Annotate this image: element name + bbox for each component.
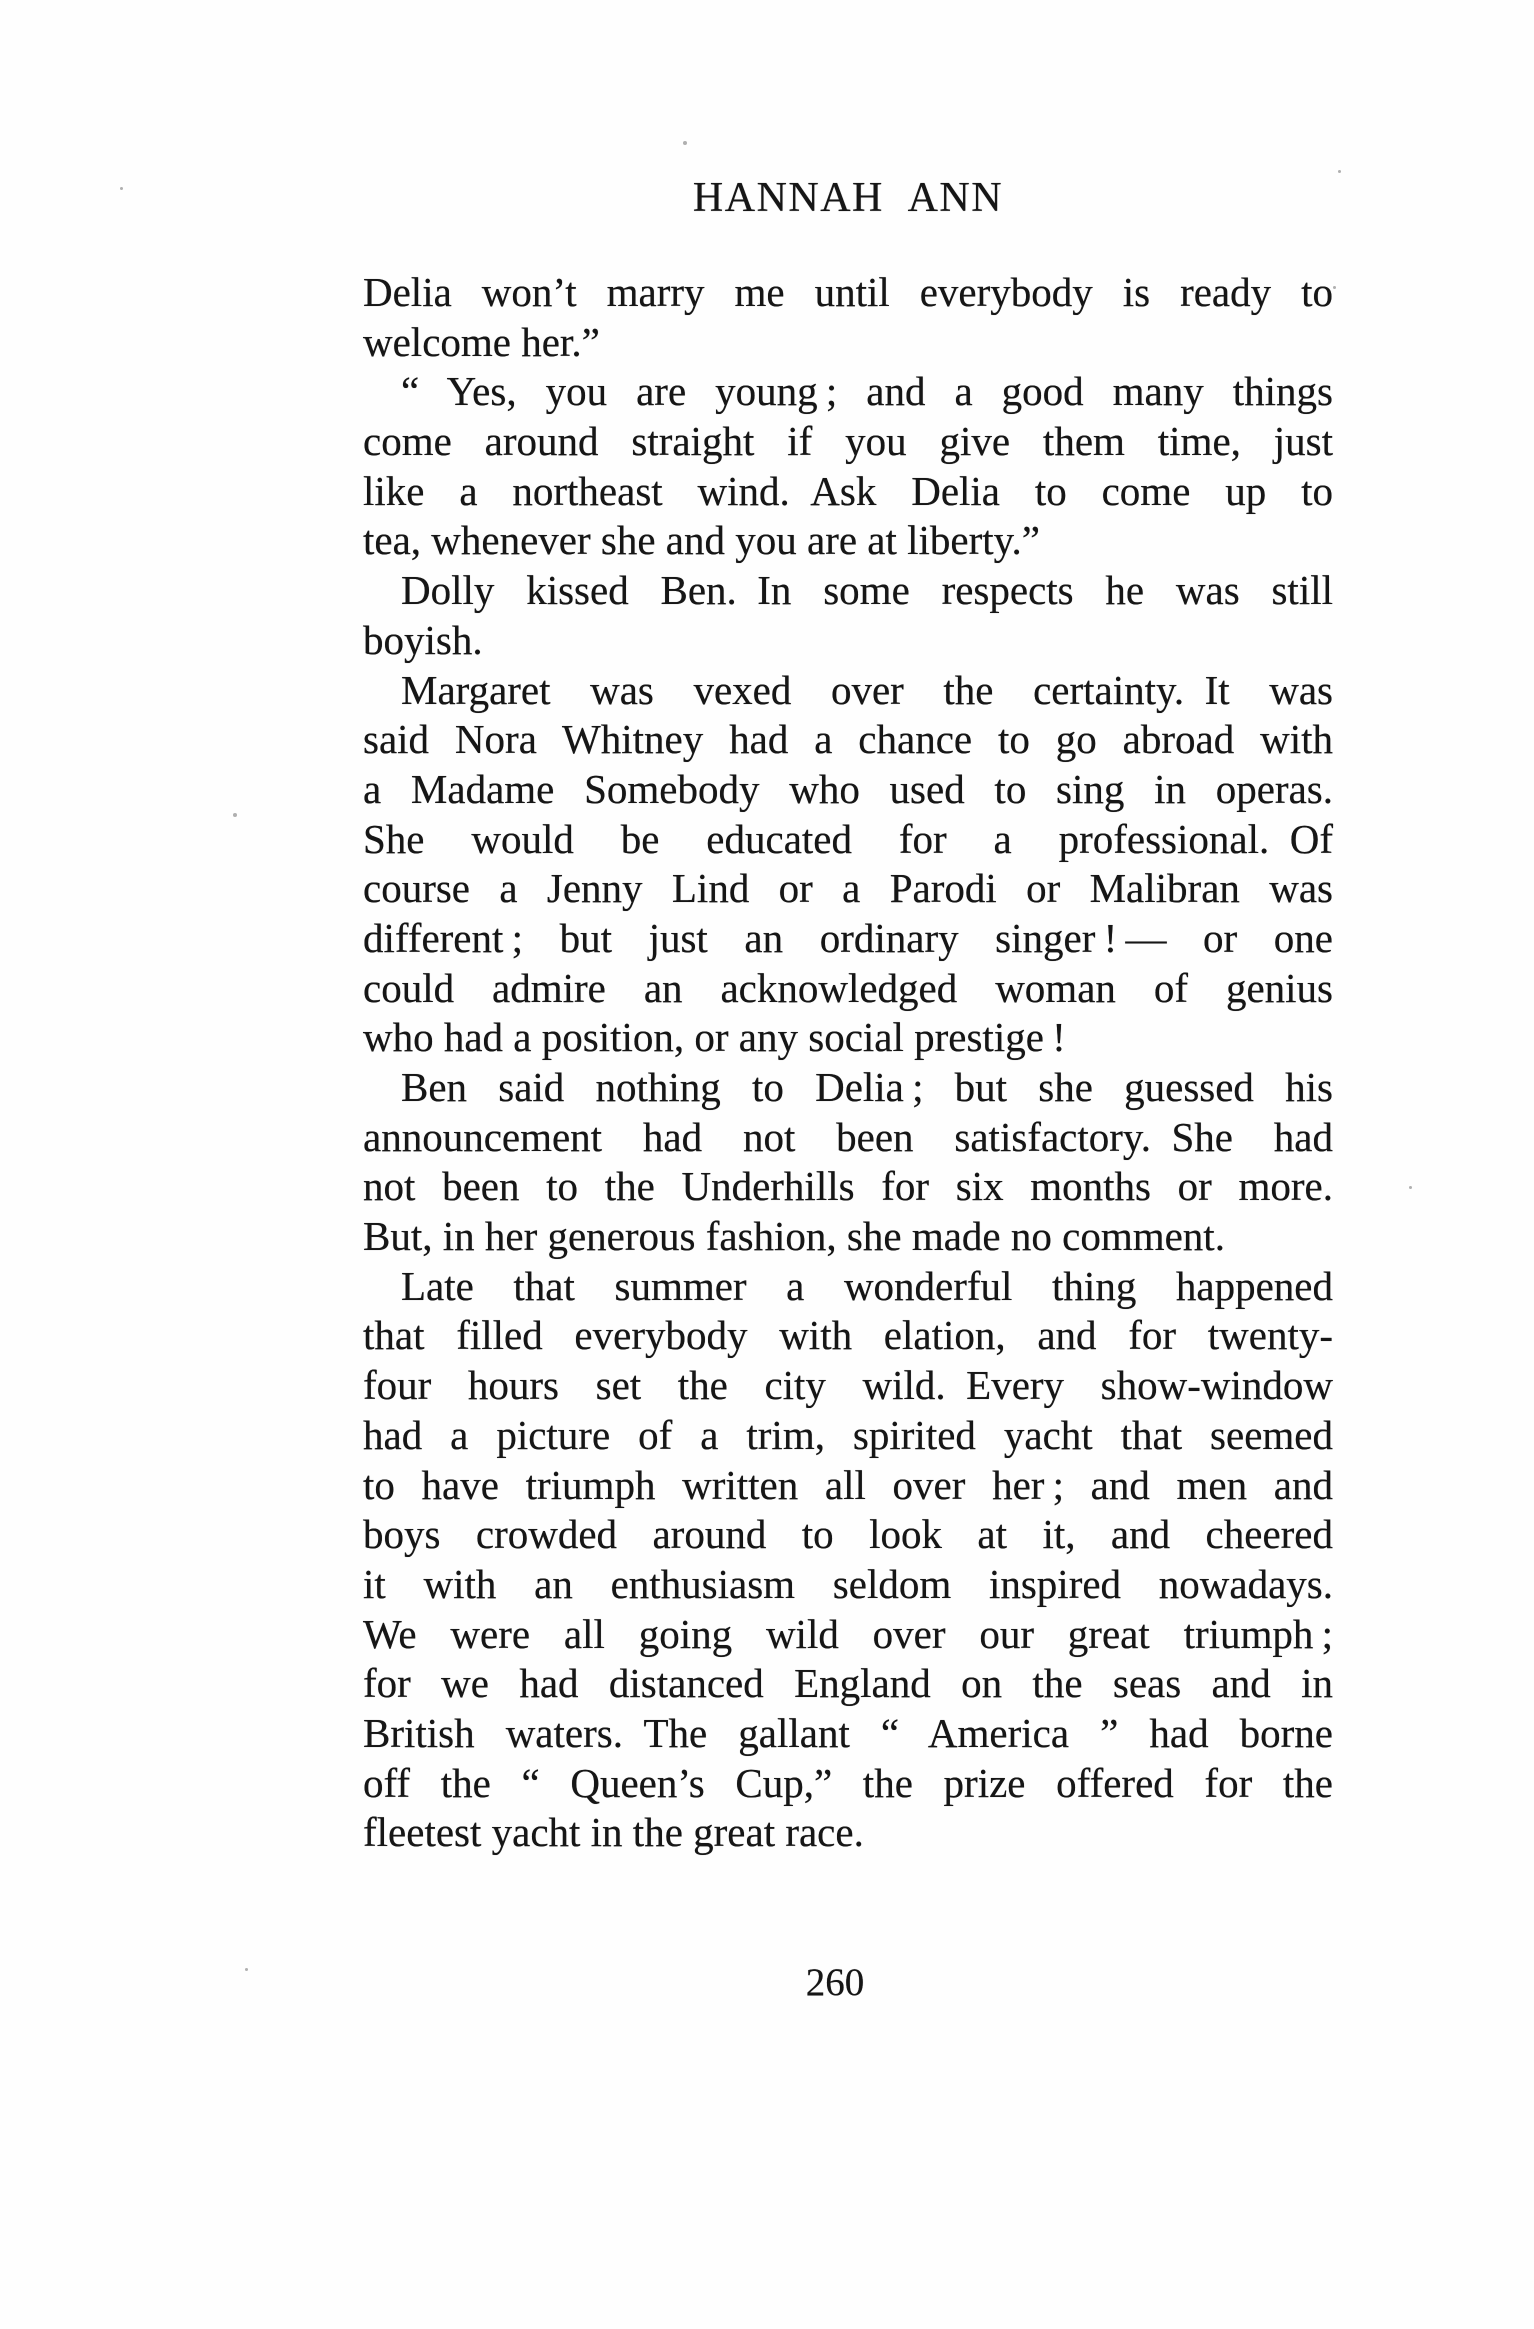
text-line: had a picture of a trim, spirited yacht that seemed <box>363 1411 1333 1458</box>
scan-speck <box>120 187 123 190</box>
text-line: She would be educated for a professional. Of <box>363 815 1333 862</box>
text-line: different ; but just an ordinary singer ! — or one <box>363 914 1333 961</box>
scan-speck <box>683 141 687 145</box>
text-line: that filled everybody with elation, and for twenty- <box>363 1312 1333 1359</box>
text-line: not been to the Underhills for six months or more. <box>363 1163 1333 1210</box>
body-text <box>363 268 1333 1858</box>
text-line: boyish. <box>363 616 483 663</box>
scan-speck <box>1409 1186 1412 1189</box>
text-line: We were all going wild over our great triumph ; <box>363 1610 1333 1657</box>
text-line: Delia won’t marry me until everybody is ready to <box>363 269 1333 315</box>
text-line: boys crowded around to look at it, and cheered <box>363 1511 1333 1558</box>
text-line: could admire an acknowledged woman of genius <box>363 964 1333 1011</box>
text-line: for we had distanced England on the seas and in <box>363 1660 1333 1707</box>
text-line: fleetest yacht in the great race. <box>363 1809 864 1856</box>
text-line: come around straight if you give them time, just <box>363 418 1333 465</box>
scan-speck <box>245 1968 248 1971</box>
text-line: said Nora Whitney had a chance to go abroad with <box>363 716 1333 763</box>
text-line: Margaret was vexed over the certainty. It was <box>401 666 1333 713</box>
text-line: tea, whenever she and you are at liberty.” <box>363 517 1040 564</box>
text-line: welcome her.” <box>363 318 600 365</box>
page-number: 260 <box>805 1961 865 2004</box>
text-line: announcement had not been satisfactory. She had <box>363 1113 1333 1160</box>
text-line: four hours set the city wild. Every show-window <box>363 1362 1333 1409</box>
text-line: to have triumph written all over her ; and men and <box>363 1461 1333 1508</box>
running-header: HANNAH ANN <box>692 175 1004 221</box>
scan-speck <box>233 813 237 817</box>
text-line: Dolly kissed Ben. In some respects he was still <box>401 567 1333 614</box>
text-column <box>363 0 1333 2329</box>
text-line: off the “ Queen’s Cup,” the prize offered for the <box>363 1759 1333 1806</box>
text-line: a Madame Somebody who used to sing in operas. <box>363 765 1333 812</box>
text-line: British waters. The gallant “ America ” had borne <box>363 1709 1333 1756</box>
text-line: it with an enthusiasm seldom inspired nowadays. <box>363 1560 1333 1607</box>
text-line: course a Jenny Lind or a Parodi or Malibran was <box>363 865 1333 912</box>
text-line: But, in her generous fashion, she made no comment. <box>363 1213 1225 1260</box>
text-line: Ben said nothing to Delia ; but she guessed his <box>401 1064 1333 1110</box>
text-line: “ Yes, you are young ; and a good many things <box>401 368 1333 415</box>
text-line: like a northeast wind. Ask Delia to come up to <box>363 467 1333 514</box>
scan-speck <box>1333 286 1336 289</box>
text-line: who had a position, or any social prestige ! <box>363 1014 1066 1061</box>
scan-speck <box>1338 170 1341 173</box>
text-line: Late that summer a wonderful thing happened <box>401 1262 1333 1309</box>
